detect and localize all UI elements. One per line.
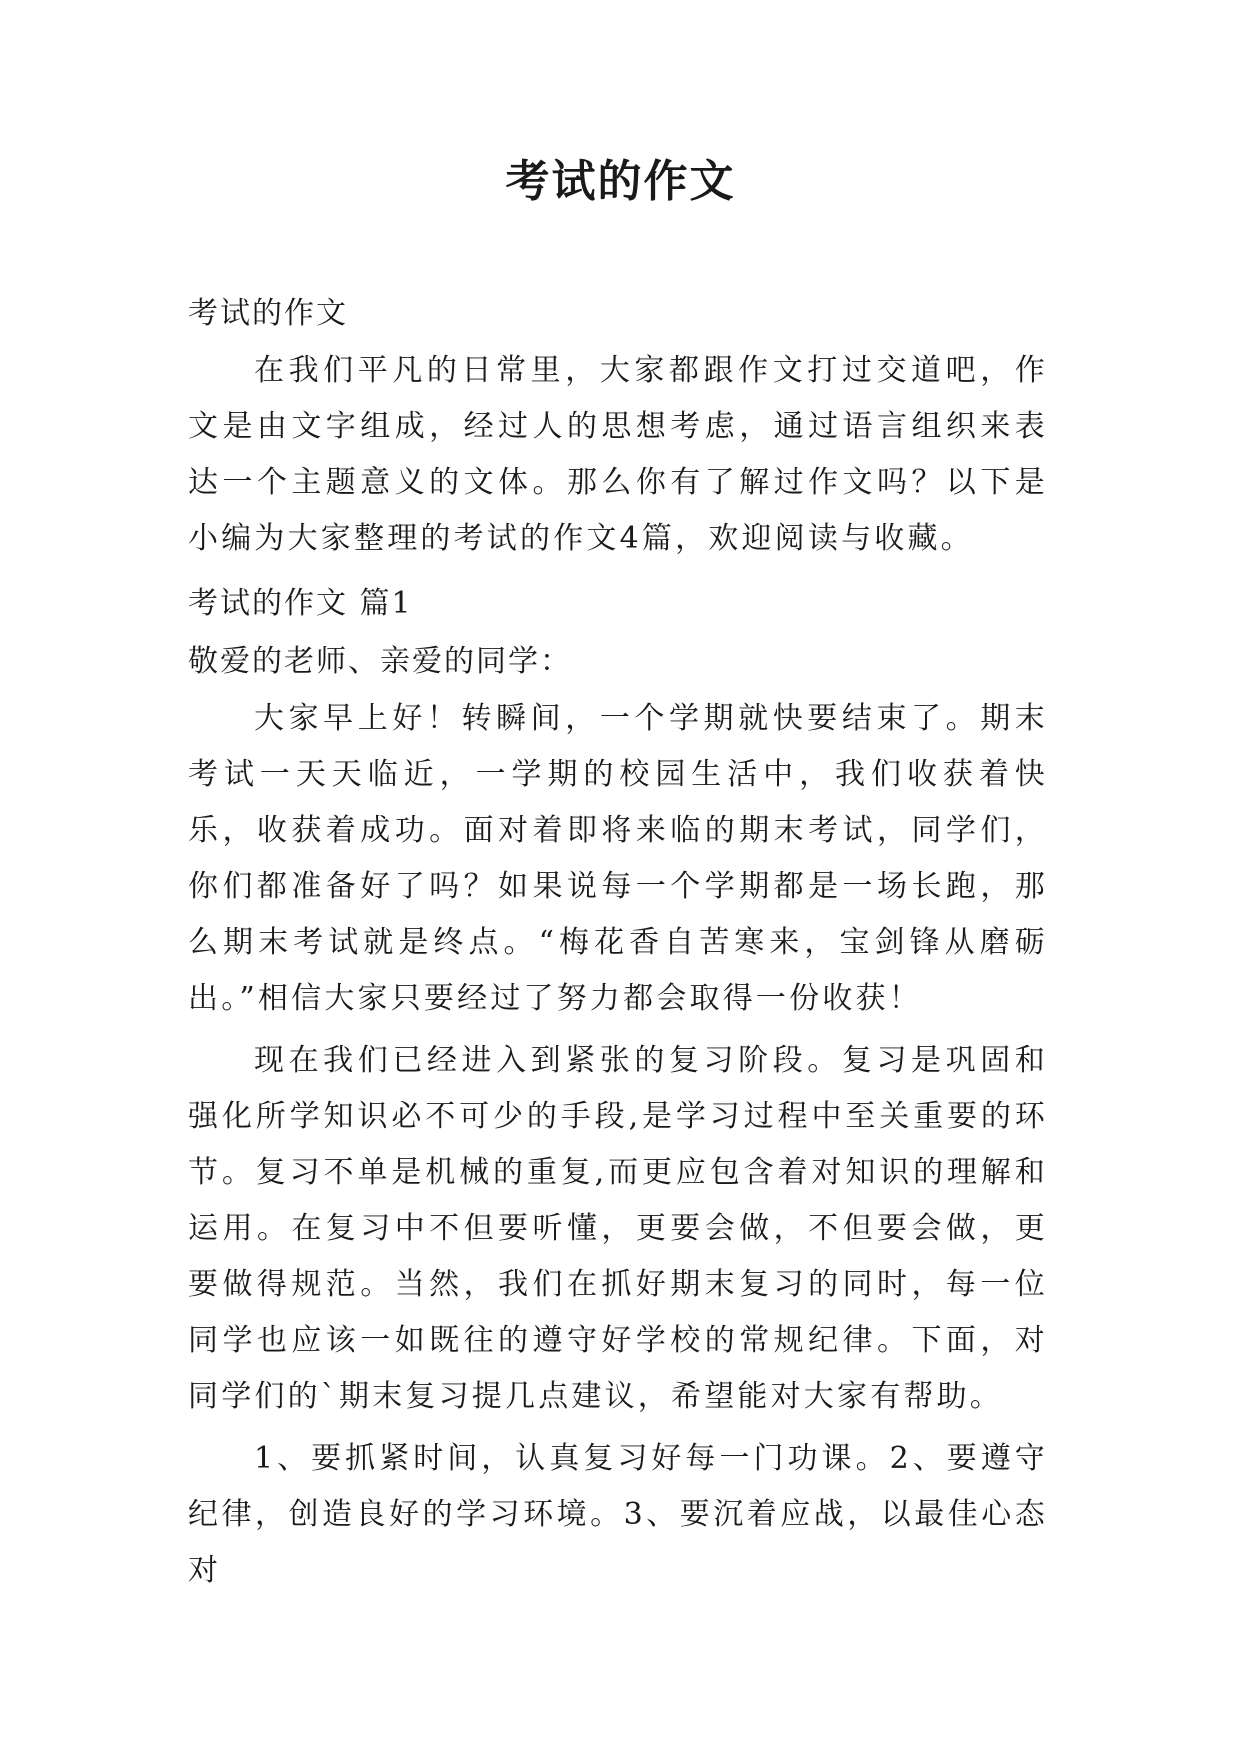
body-paragraph-3: 1、要抓紧时间，认真复习好每一门功课。2、要遵守纪律，创造良好的学习环境。3、要沉着应战，以最佳心态对 xyxy=(188,1441,1048,1588)
document-body xyxy=(188,285,1048,1605)
greeting-line: 敬爱的老师、亲爱的同学： xyxy=(188,644,572,679)
body-paragraph-1: 大家早上好！转瞬间，一个学期就快要结束了。期末考试一天天临近，一学期的校园生活中，我们收获着快乐，收获着成功。面对着即将来临的期末考试，同学们，你们都准备好了吗？如果说每一个学期都是一场长跑，那么期末考试就是终点。“梅花香自苦寒来，宝剑锋从磨砺出。”相信大家只要经过了努力都会取得一份收获！ xyxy=(188,701,1048,1016)
page-title: 考试的作文 xyxy=(505,156,736,207)
body-paragraph-2: 现在我们已经进入到紧张的复习阶段。复习是巩固和强化所学知识必不可少的手段,是学习过程中至关重要的环节。复习不单是机械的重复,而更应包含着对知识的理解和运用。在复习中不但要听懂，更要会做，不但要会做，更要做得规范。当然，我们在抓好期末复习的同时，每一位同学也应该一如既往的遵守好学校的常规纪律。下面，对同学们的`期末复习提几点建议，希望能对大家有帮助。 xyxy=(188,1043,1048,1414)
section-heading: 考试的作文 篇1 xyxy=(188,586,413,621)
intro-paragraph: 在我们平凡的日常里，大家都跟作文打过交道吧，作文是由文字组成，经过人的思想考虑，通过语言组织来表达一个主题意义的文体。那么你有了解过作文吗？以下是小编为大家整理的考试的作文4篇，欢迎阅读与收藏。 xyxy=(188,353,1048,556)
document-subtitle: 考试的作文 xyxy=(188,296,348,331)
